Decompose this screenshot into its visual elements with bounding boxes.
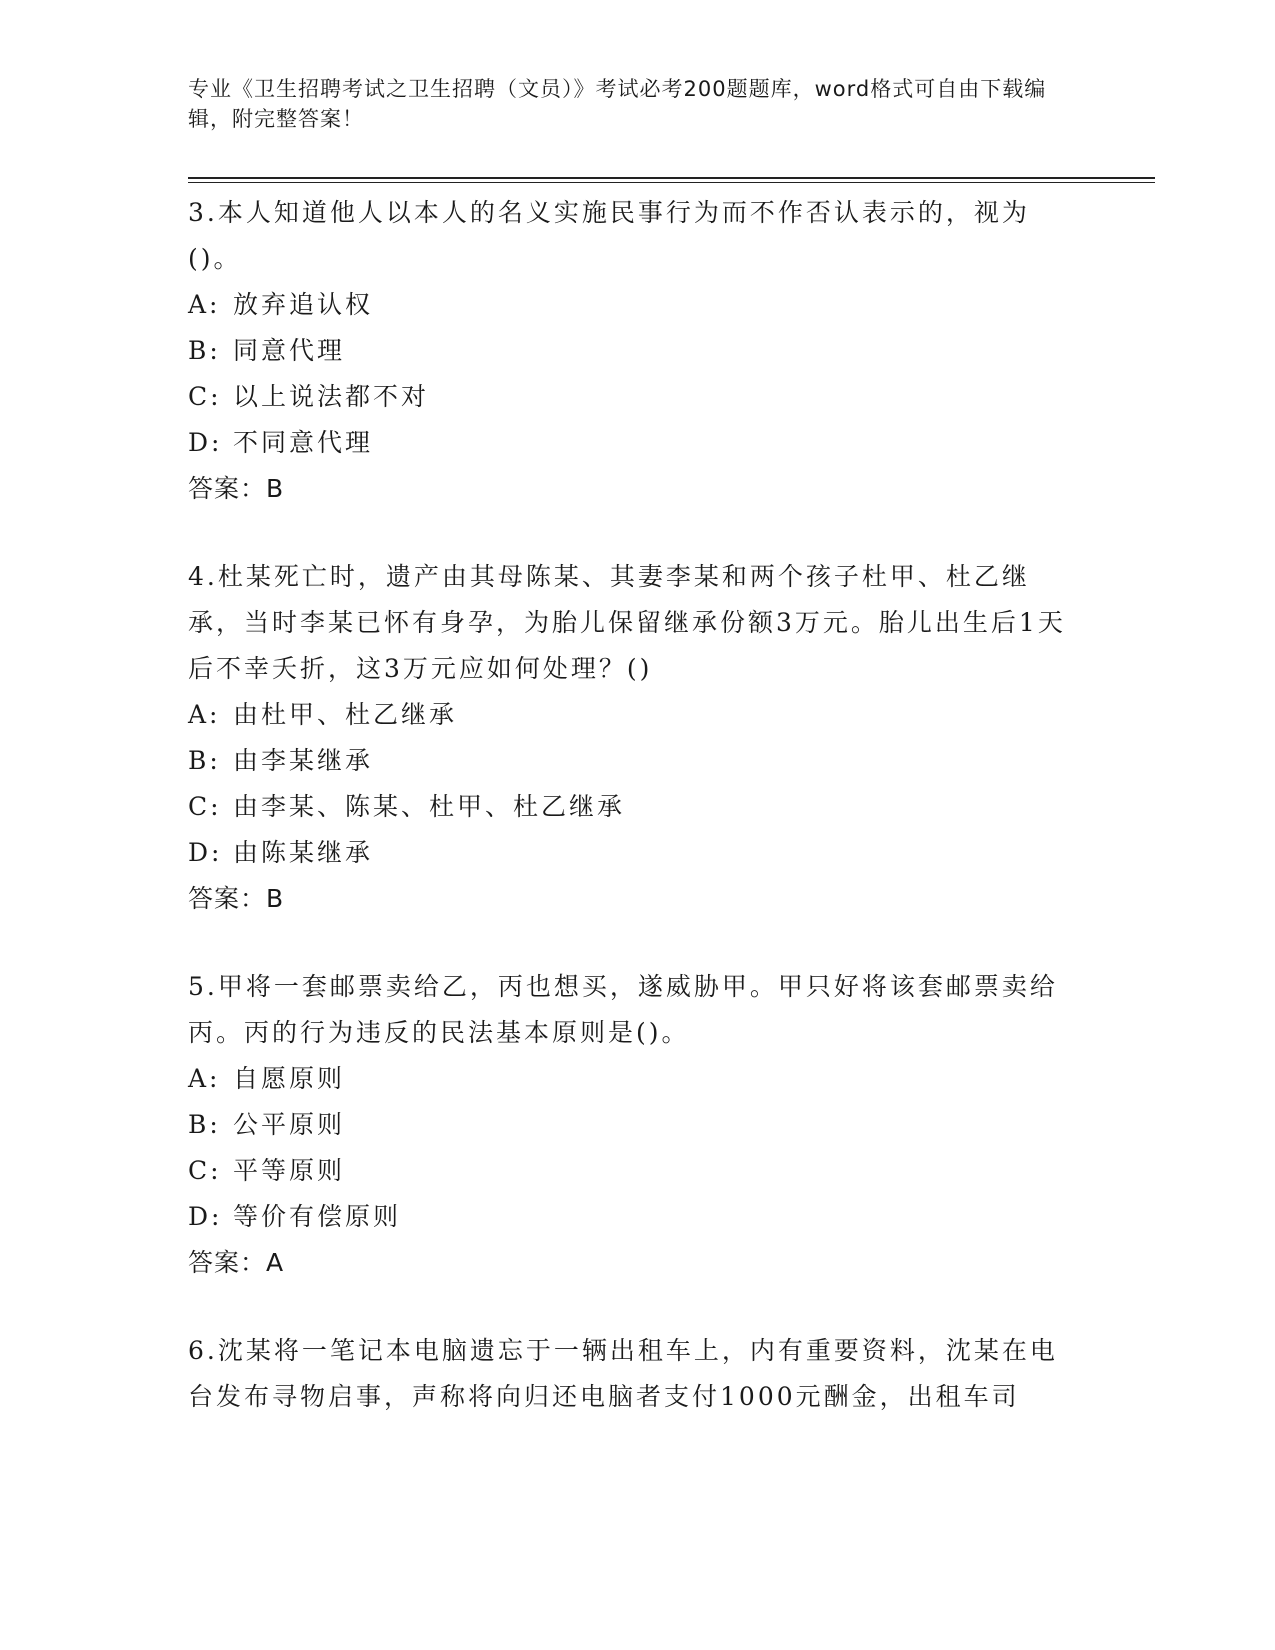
- option-a: [188, 282, 1068, 328]
- document-header: 专业《卫生招聘考试之卫生招聘（文员）》考试必考200题题库，word格式可自由下载编辑，附完整答案！: [188, 77, 1047, 131]
- question-list: [188, 190, 1068, 1462]
- option-b: [188, 738, 1068, 784]
- option-c: [188, 374, 1068, 420]
- question-4: [188, 554, 1068, 922]
- option-text: 由陈某继承: [233, 838, 374, 867]
- answer-line: 答案：B: [188, 474, 285, 503]
- option-text: 由李某、陈某、杜甲、杜乙继承: [233, 792, 626, 821]
- header-divider-thick: [188, 177, 1155, 179]
- option-text: 等价有偿原则: [233, 1202, 402, 1231]
- option-letter: C:: [188, 382, 222, 411]
- question-6: [188, 1328, 1068, 1420]
- option-a: [188, 692, 1068, 738]
- option-d: [188, 1194, 1068, 1240]
- answer-line: 答案：A: [188, 1248, 285, 1277]
- question-stem: 3.本人知道他人以本人的名义实施民事行为而不作否认表示的，视为()。: [188, 198, 1030, 273]
- option-letter: A:: [188, 1064, 221, 1093]
- option-letter: B:: [188, 746, 221, 775]
- option-letter: C:: [188, 792, 222, 821]
- option-letter: B:: [188, 336, 221, 365]
- option-b: [188, 1102, 1068, 1148]
- option-a: [188, 1056, 1068, 1102]
- option-letter: B:: [188, 1110, 221, 1139]
- option-b: [188, 328, 1068, 374]
- option-text: 自愿原则: [233, 1064, 346, 1093]
- question-stem: 6.沈某将一笔记本电脑遗忘于一辆出租车上，内有重要资料，沈某在电台发布寻物启事，声称将向归还电脑者支付1000元酬金，出租车司: [188, 1336, 1058, 1411]
- option-d: [188, 420, 1068, 466]
- question-stem: 5.甲将一套邮票卖给乙，丙也想买，遂威胁甲。甲只好将该套邮票卖给丙。丙的行为违反的民法基本原则是()。: [188, 972, 1058, 1047]
- option-c: [188, 1148, 1068, 1194]
- option-text: 平等原则: [233, 1156, 346, 1185]
- option-text: 以上说法都不对: [233, 382, 430, 411]
- header-divider-thin: [188, 182, 1155, 183]
- option-letter: D:: [188, 428, 223, 457]
- option-text: 放弃追认权: [233, 290, 374, 319]
- question-3: [188, 190, 1068, 512]
- option-letter: A:: [188, 290, 221, 319]
- option-text: 公平原则: [233, 1110, 346, 1139]
- option-text: 同意代理: [233, 336, 346, 365]
- option-letter: D:: [188, 1202, 223, 1231]
- option-c: [188, 784, 1068, 830]
- option-letter: A:: [188, 700, 221, 729]
- option-letter: D:: [188, 838, 223, 867]
- question-5: [188, 964, 1068, 1286]
- option-text: 不同意代理: [233, 428, 374, 457]
- option-text: 由杜甲、杜乙继承: [233, 700, 458, 729]
- option-d: [188, 830, 1068, 876]
- question-stem: 4.杜某死亡时，遗产由其母陈某、其妻李某和两个孩子杜甲、杜乙继承，当时李某已怀有身孕，为胎儿保留继承份额3万元。胎儿出生后1天后不幸夭折，这3万元应如何处理？(): [188, 562, 1066, 683]
- option-letter: C:: [188, 1156, 222, 1185]
- option-text: 由李某继承: [233, 746, 374, 775]
- answer-line: 答案：B: [188, 884, 285, 913]
